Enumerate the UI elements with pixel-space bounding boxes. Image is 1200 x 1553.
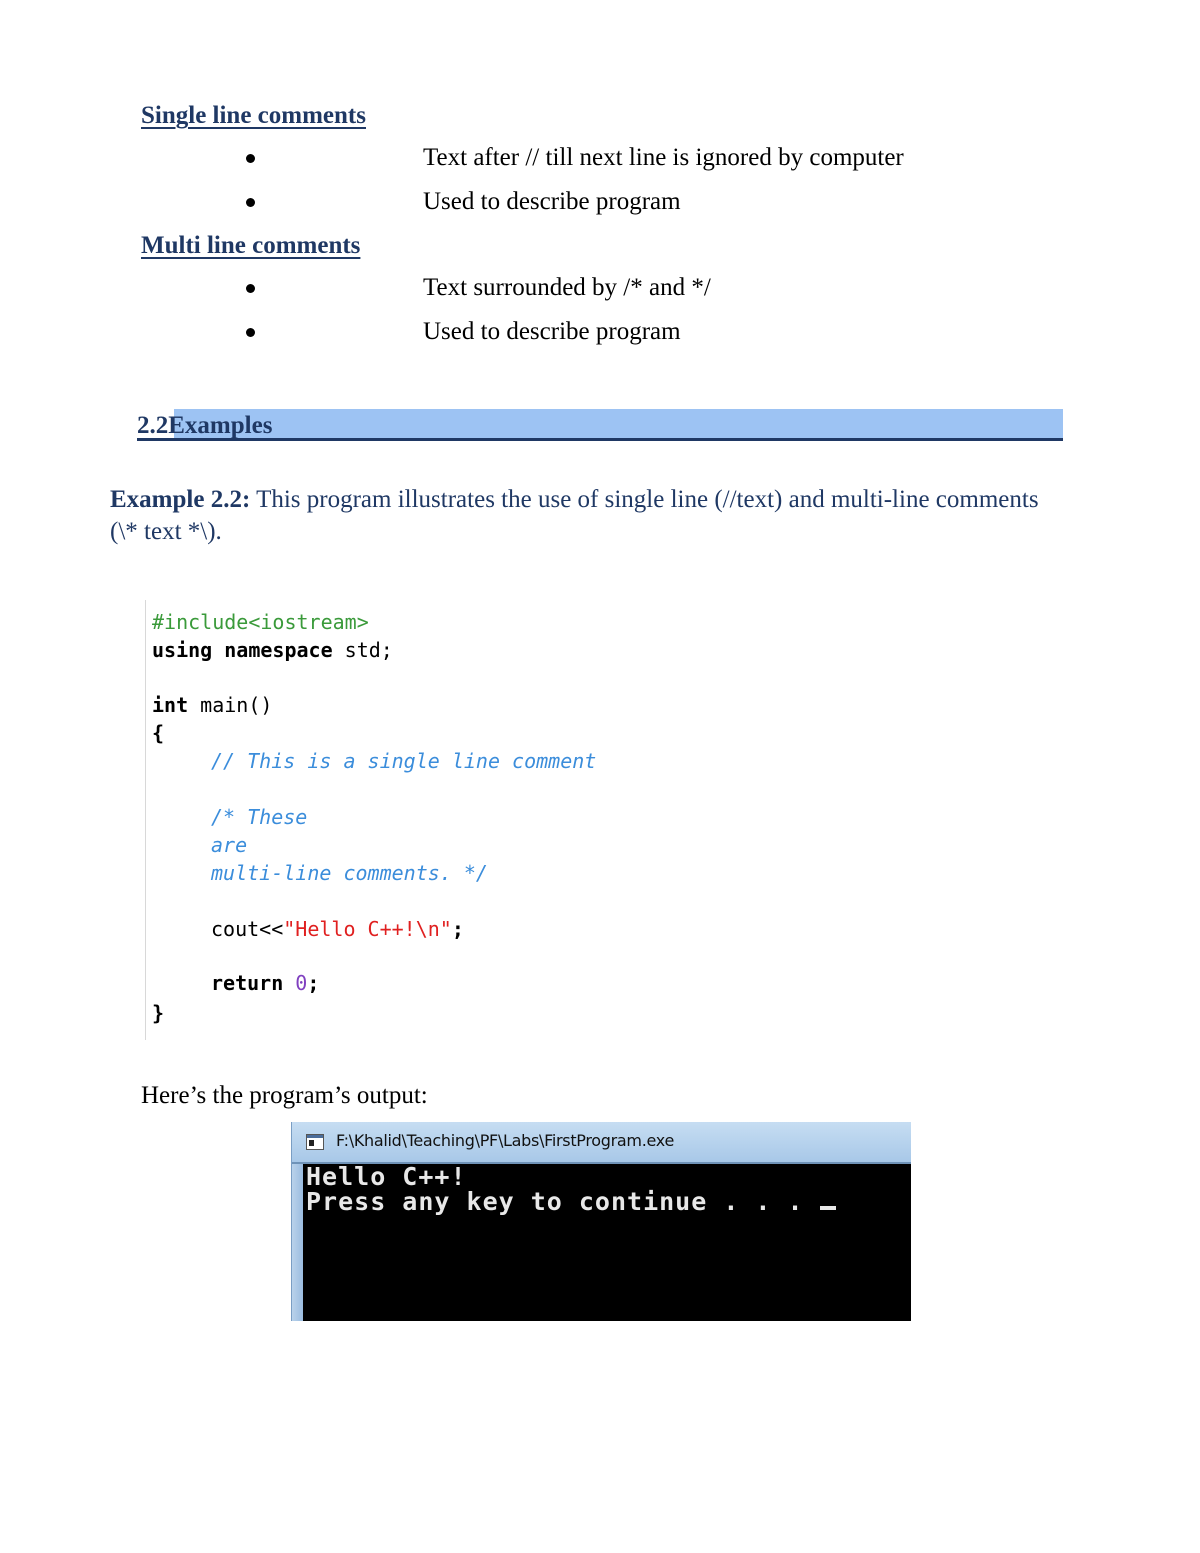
code-listing — [145, 600, 746, 1040]
bullet-icon — [246, 328, 255, 337]
code-cout-line — [211, 917, 464, 941]
console-output-line-2-text: Press any key to continue . . . — [306, 1187, 820, 1216]
code-cout-suffix: ; — [451, 917, 464, 941]
single-line-comments-heading: Single line comments — [141, 102, 366, 129]
multi-line-bullet-1: Text surrounded by /* and */ — [423, 274, 711, 301]
single-line-bullet-2: Used to describe program — [423, 188, 681, 215]
section-heading-band — [174, 409, 1063, 440]
console-window-title: F:\Khalid\Teaching\PF\Labs\FirstProgram.exe — [336, 1131, 674, 1150]
multi-line-bullet-2: Used to describe program — [423, 318, 681, 345]
section-title: Examples — [168, 412, 273, 439]
console-titlebar — [292, 1122, 911, 1164]
section-heading-rule — [137, 438, 1063, 441]
code-multi-line-comment-2: are — [211, 833, 248, 857]
console-output-line-1: Hello C++! — [306, 1162, 467, 1191]
console-output-line-2 — [306, 1187, 836, 1216]
section-heading — [137, 412, 272, 440]
code-multi-line-comment-3: multi-line comments. */ — [211, 861, 488, 885]
code-int-keyword: int — [152, 693, 189, 717]
code-main-signature: main() — [188, 693, 273, 717]
code-return-value: 0 — [295, 971, 308, 995]
console-cursor — [820, 1206, 836, 1210]
code-using-line — [152, 638, 393, 662]
example-text: This program illustrates the use of single line (//text) and multi-line comments (\* text *\). — [110, 486, 1039, 545]
code-namespace-keyword: namespace — [224, 638, 333, 662]
bullet-icon — [246, 154, 255, 163]
example-paragraph — [110, 484, 1070, 548]
example-label: Example 2.2: — [110, 486, 251, 513]
bullet-icon — [246, 198, 255, 207]
code-main-line — [152, 693, 272, 717]
code-return-line — [211, 971, 319, 995]
code-return-suffix: ; — [307, 971, 320, 995]
console-app-icon — [306, 1134, 324, 1150]
code-return-keyword: return — [211, 971, 284, 995]
section-number: 2.2 — [137, 412, 169, 439]
code-multi-line-comment-1: /* These — [211, 805, 308, 829]
code-using-rest: std; — [332, 638, 393, 662]
code-cout-string: "Hello C++!\n" — [283, 917, 452, 941]
output-label: Here’s the program’s output: — [141, 1082, 428, 1109]
code-close-brace: } — [152, 1001, 165, 1025]
bullet-icon — [246, 284, 255, 293]
code-single-line-comment: // This is a single line comment — [211, 749, 597, 773]
console-window — [291, 1122, 911, 1321]
code-open-brace: { — [152, 721, 165, 745]
multi-line-comments-heading: Multi line comments — [141, 232, 361, 259]
console-frame-edge — [292, 1164, 303, 1321]
code-cout-prefix: cout<< — [211, 917, 284, 941]
code-include-line: #include<iostream> — [152, 610, 369, 634]
code-using-keyword: using — [152, 638, 213, 662]
single-line-bullet-1: Text after // till next line is ignored by computer — [423, 144, 904, 171]
